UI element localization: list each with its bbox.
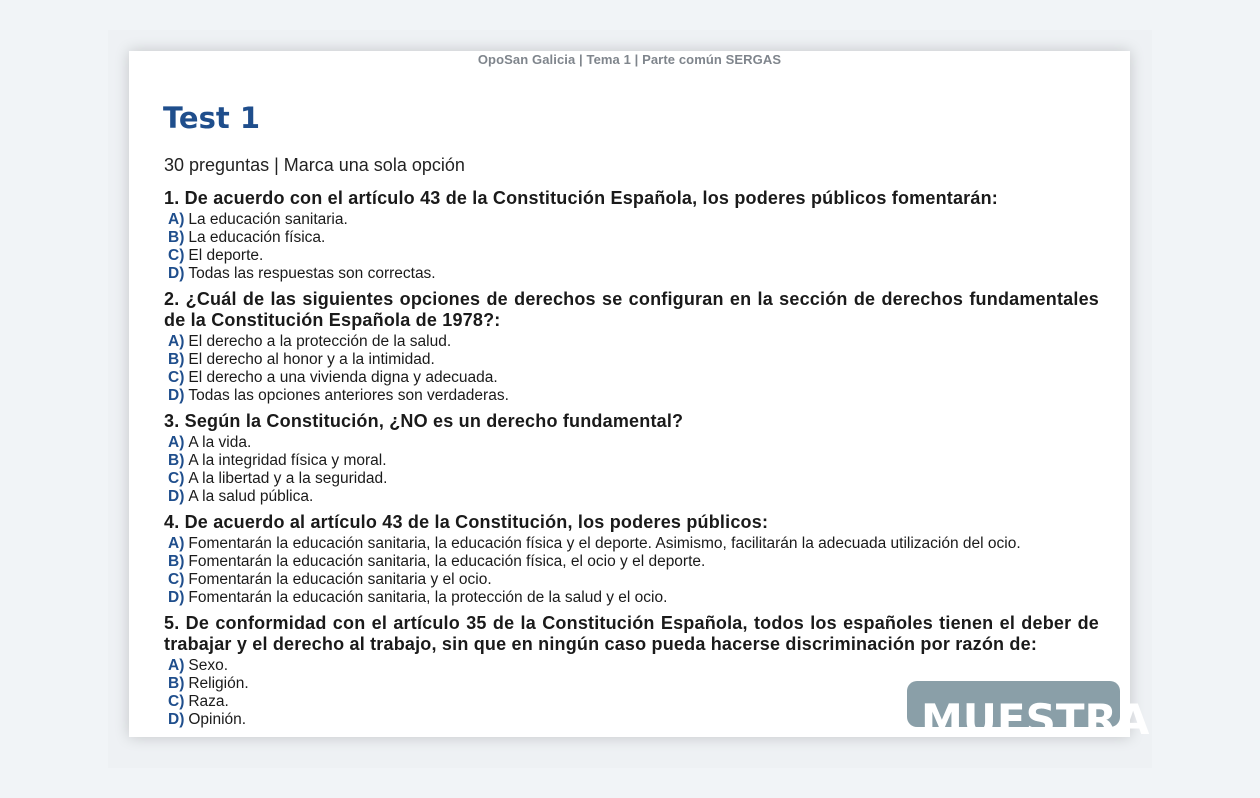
option-list [168,211,1099,283]
option-b[interactable] [168,452,1099,470]
option-text: A la libertad y a la seguridad. [188,470,388,487]
question-text: 1. De acuerdo con el artículo 43 de la Constitución Española, los poderes públicos fomentarán: [164,188,998,208]
option-b[interactable] [168,229,1099,247]
option-text: Raza. [188,693,229,710]
option-letter: C) [168,369,185,386]
option-letter: A) [168,434,185,451]
option-text: Opinión. [188,711,247,728]
option-a[interactable] [168,434,1099,452]
option-d[interactable] [168,488,1099,506]
option-c[interactable] [168,247,1099,265]
option-list [168,434,1099,506]
option-text: A la salud pública. [188,488,314,505]
option-text: Todas las respuestas son correctas. [188,265,436,282]
option-text: El derecho al honor y a la intimidad. [188,351,435,368]
option-letter: B) [168,351,185,368]
option-list [168,535,1099,607]
option-b[interactable] [168,351,1099,369]
option-text: Religión. [188,675,249,692]
option-letter: B) [168,229,185,246]
option-letter: B) [168,553,185,570]
option-letter: D) [168,488,185,505]
question-text: 3. Según la Constitución, ¿NO es un derecho fundamental? [164,411,684,431]
running-header: OpoSan Galicia | Tema 1 | Parte común SERGAS [477,52,782,67]
option-text: Fomentarán la educación sanitaria, la educación física y el deporte. Asimismo, facilitarán la adecuada utilización del ocio. [188,535,1021,552]
option-letter: A) [168,333,185,350]
option-a[interactable] [168,657,1099,675]
option-text: Fomentarán la educación sanitaria, la protección de la salud y el ocio. [188,589,668,606]
option-c[interactable] [168,571,1099,589]
option-letter: C) [168,693,185,710]
option-letter: A) [168,657,185,674]
option-letter: B) [168,675,185,692]
page-subtitle: 30 preguntas | Marca una sola opción [164,155,465,175]
option-a[interactable] [168,535,1099,553]
option-letter: D) [168,589,185,606]
question-2 [164,289,1099,405]
watermark-text: MUESTRA [921,695,1150,744]
option-letter: D) [168,387,185,404]
page-title: Test 1 [163,101,260,135]
option-a[interactable] [168,333,1099,351]
document-page [129,51,1150,744]
option-letter: C) [168,247,185,264]
option-b[interactable] [168,553,1099,571]
question-4 [164,512,1099,607]
question-1 [164,188,1099,283]
option-text: A la vida. [188,434,252,451]
watermark-stamp [907,681,1150,744]
option-c[interactable] [168,369,1099,387]
option-letter: D) [168,265,185,282]
option-letter: A) [168,535,185,552]
option-letter: A) [168,211,185,228]
option-text: La educación física. [188,229,326,246]
option-letter: B) [168,452,185,469]
question-list [164,188,1099,729]
option-text: El derecho a una vivienda digna y adecuada. [188,369,498,386]
option-letter: C) [168,571,185,588]
option-text: Todas las opciones anteriores son verdaderas. [188,387,509,404]
option-list [168,333,1099,405]
option-text: Sexo. [188,657,228,674]
option-text: Fomentarán la educación sanitaria y el ocio. [188,571,492,588]
question-text: 4. De acuerdo al artículo 43 de la Constitución, los poderes públicos: [164,512,769,532]
question-text: 2. ¿Cuál de las siguientes opciones de derechos se configuran en la sección de derechos fundamentales de la Constitución Española de 1978?: [164,289,1099,330]
option-d[interactable] [168,589,1099,607]
option-d[interactable] [168,387,1099,405]
question-3 [164,411,1099,506]
option-text: La educación sanitaria. [188,211,348,228]
option-c[interactable] [168,470,1099,488]
option-letter: C) [168,470,185,487]
option-letter: D) [168,711,185,728]
option-d[interactable] [168,265,1099,283]
option-a[interactable] [168,211,1099,229]
option-text: A la integridad física y moral. [188,452,387,469]
option-text: El derecho a la protección de la salud. [188,333,452,350]
option-text: El deporte. [188,247,264,264]
question-text: 5. De conformidad con el artículo 35 de la Constitución Española, todos los españoles tienen el deber de trabajar y el derecho al trabajo, sin que en ningún caso pueda hacerse discriminación por razón de: [164,613,1099,654]
option-text: Fomentarán la educación sanitaria, la educación física, el ocio y el deporte. [188,553,706,570]
